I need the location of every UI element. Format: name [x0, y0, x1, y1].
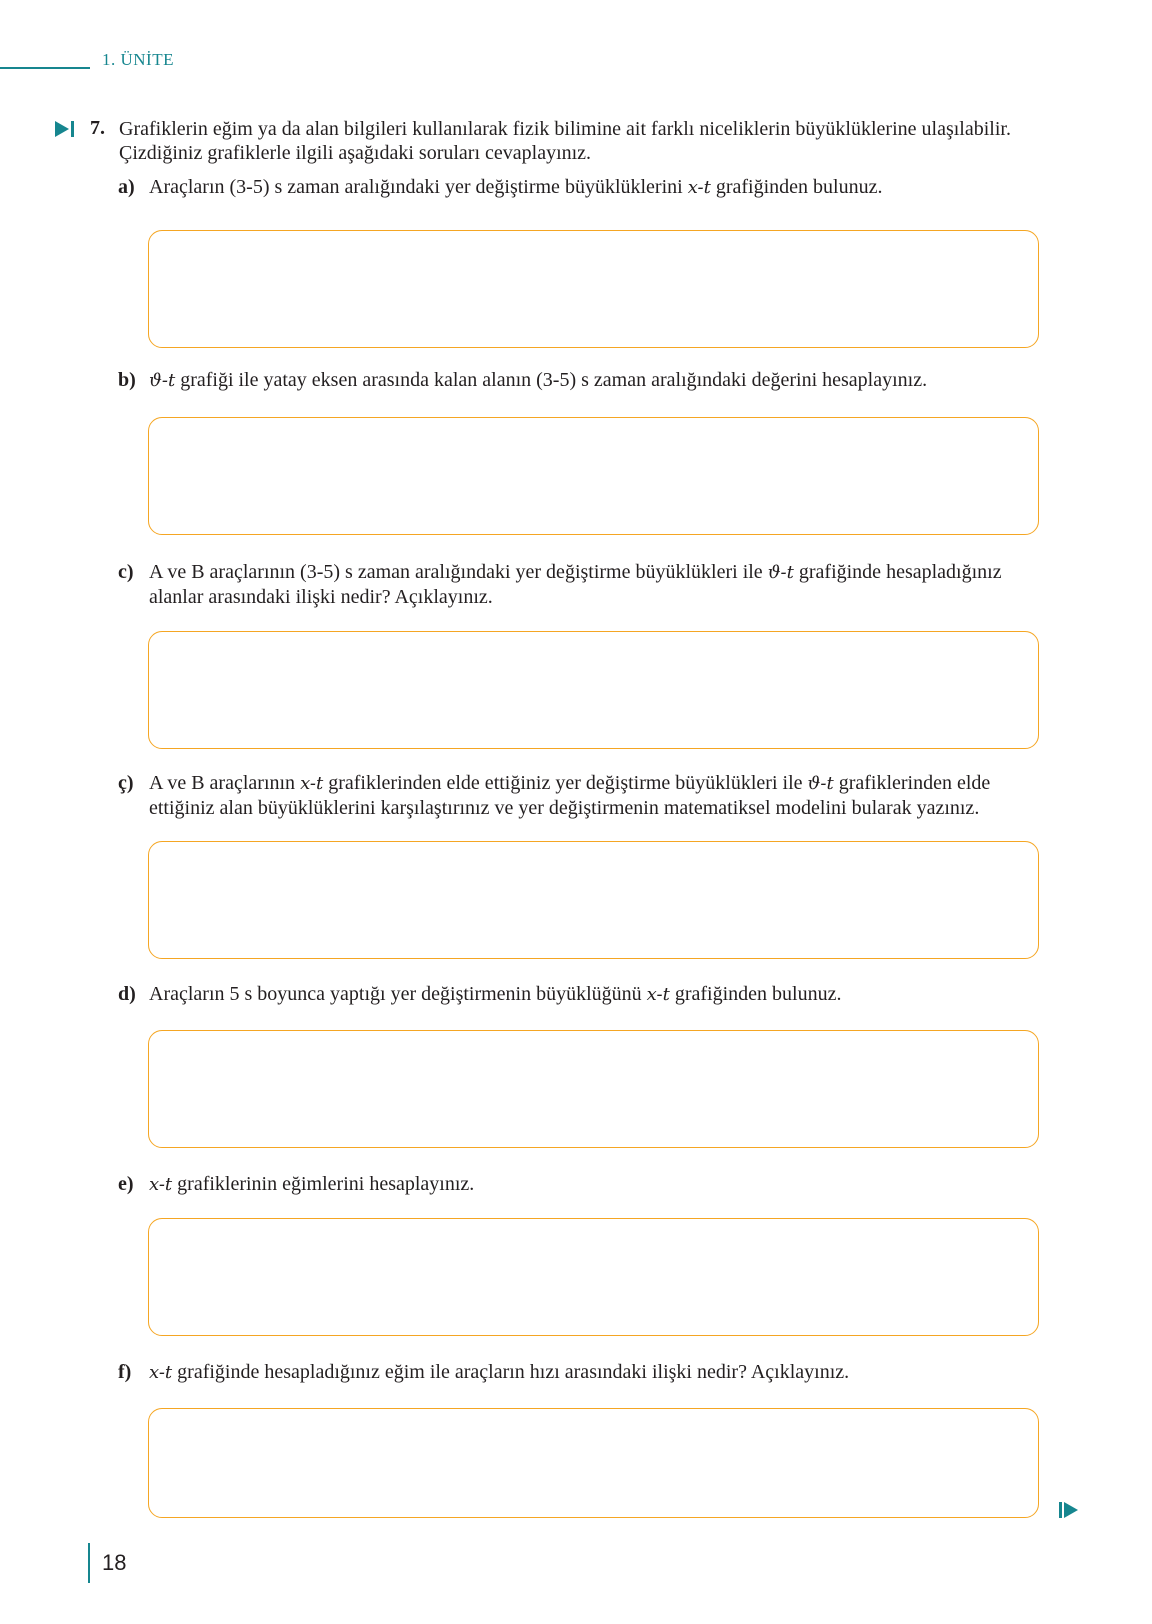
subquestion-b: b) ϑ-t grafiği ile yatay eksen arasında kalan alanın (3-5) s zaman aralığındaki değerini hesaplayınız. [118, 369, 928, 391]
math-term: x-t [300, 773, 324, 794]
subquestion-e: e) x-t grafiklerinin eğimlerini hesaplayınız. [118, 1173, 475, 1195]
page-number-line [88, 1543, 90, 1583]
math-term: ϑ-t [767, 562, 794, 583]
math-term: x-t [646, 984, 670, 1005]
subquestion-a: a) Araçların (3-5) s zaman aralığındaki yer değiştirme büyüklüklerini x-t grafiğinden bulunuz. [118, 176, 883, 198]
subquestion-label: e) [118, 1173, 134, 1195]
answer-box-c[interactable] [148, 631, 1039, 749]
answer-box-d[interactable] [148, 1030, 1039, 1148]
answer-box-b[interactable] [148, 417, 1039, 535]
question-number: 7. [90, 117, 105, 139]
question-marker-icon [55, 121, 74, 137]
subquestion-label: f) [118, 1361, 132, 1383]
math-term: ϑ-t [807, 773, 834, 794]
subquestion-f: f) x-t grafiğinde hesapladığınız eğim ile araçların hızı arasındaki ilişki nedir? Açıklayınız. [118, 1361, 850, 1383]
subquestion-cc: ç) A ve B araçlarının x-t grafiklerinden elde ettiğiniz yer değiştirme büyüklükleri ile ϑ-t grafiklerinden elde ettiğiniz alan büyüklüklerini karşılaştırınız ve yer değiştirmenin matematiksel modelini bularak yazınız. [118, 772, 991, 819]
page-number: 18 [102, 1550, 127, 1575]
subquestion-label: ç) [118, 772, 134, 794]
math-term: x-t [149, 1174, 173, 1195]
subquestion-label: c) [118, 561, 134, 583]
subquestion-d: d) Araçların 5 s boyunca yaptığı yer değiştirmenin büyüklüğünü x-t grafiğinden bulunuz. [118, 983, 842, 1005]
question-text: Grafiklerin eğim ya da alan bilgileri kullanılarak fizik bilimine ait farklı niceliklerin büyüklüklerine ulaşılabilir. Çizdiğiniz grafiklerle ilgili aşağıdaki soruları cevaplayınız. [119, 118, 1011, 164]
answer-box-e[interactable] [148, 1218, 1039, 1336]
subquestion-c: c) A ve B araçlarının (3-5) s zaman aralığındaki yer değiştirme büyüklükleri ile ϑ-t grafiğinde hesapladığınız alanlar arasındaki ilişki nedir? Açıklayınız. [118, 561, 1002, 608]
math-term: ϑ-t [149, 370, 176, 391]
subquestion-label: d) [118, 983, 136, 1005]
next-page-icon [1059, 1502, 1078, 1518]
subquestion-label: b) [118, 369, 136, 391]
math-term: x-t [687, 177, 711, 198]
unit-title: 1. ÜNİTE [102, 50, 174, 69]
unit-header-line [0, 67, 90, 69]
answer-box-f[interactable] [148, 1408, 1039, 1518]
subquestion-label: a) [118, 176, 135, 198]
answer-box-a[interactable] [148, 230, 1039, 348]
math-term: x-t [149, 1362, 173, 1383]
answer-box-cc[interactable] [148, 841, 1039, 959]
